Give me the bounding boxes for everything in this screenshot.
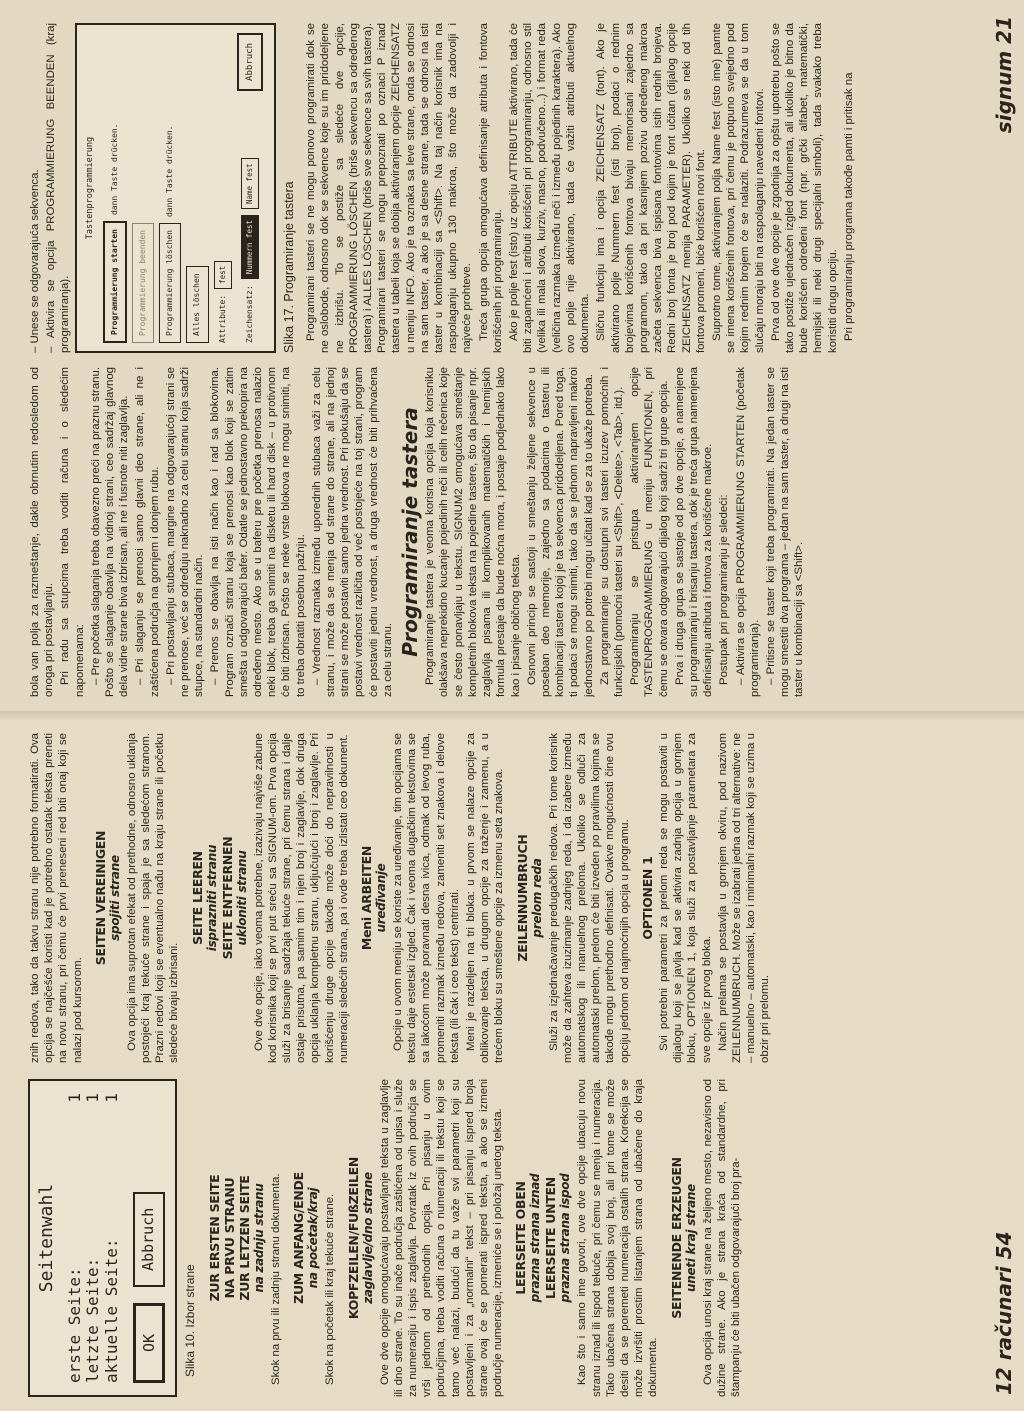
paragraph: – Aktivira se opcija PROGRAMMIERUNG STARTEN (početak programiranja).: [734, 367, 761, 697]
section-heading: [291, 1079, 321, 1397]
heading-line: ZUM ANFANG/ENDE: [291, 1172, 307, 1304]
heading-line: uređivanje: [374, 863, 389, 933]
cancel-button[interactable]: Abbruch: [237, 33, 263, 91]
heading-line: prelom reda: [529, 858, 544, 938]
name-fixed-option[interactable]: Name fest: [241, 158, 259, 209]
attributes-label: Attribute:: [217, 294, 227, 343]
row-value[interactable]: 1: [65, 1093, 85, 1103]
delete-programming-button[interactable]: Programmierung löschen: [159, 223, 181, 343]
heading-line: Meni ARBEITEN: [359, 845, 375, 951]
paragraph: Ove dve opcije, iako veoma potrebne, izazivaju najviše zabune kod korisnika koji se prvi put sreću sa SIGNUM-om. Prva opcija služi za brisanje sadržaja tekuće strane, pri čemu strana i dalje ostaje prisutna, pa samim tim i njen broj i zaglavlje, dok druga opcija uklanja kompletnu stranu, uključujući i broj i zaglavlje. Pri korišćenju druge opcije takođe može doći do nepravilnosti u numeraciji sledećih strana, pa i ovde treba izlistati ceo dokument.: [252, 733, 350, 1063]
paragraph: – Pre početka slaganja treba obavezno preći na praznu stranu. Pošto se slaganje obavlja na vidnoj strani, ceo sadržaj glavnog dela vidne strane biva izbrisan, ali ne i fusnote niti zaglavlja.: [89, 367, 131, 697]
figure-caption: Slika 10. Izbor strane: [183, 1264, 198, 1377]
heading-line: uneti kraj strane: [683, 1184, 698, 1293]
dialog-row: [159, 33, 181, 343]
heading-line: prazna strana iznad: [528, 1173, 543, 1303]
ok-button[interactable]: OK: [133, 1303, 165, 1383]
paragraph: znih redova, tako da takvu stranu nije potrebno formatirati. Ova opcija se najčešće koristi kad je potrebno ostatak teksta preneti na novu stranu, pri čemu će prvi preneseni red biti onaj koji se nalazi pod kursorom.: [29, 733, 84, 1063]
heading-line: zaglavlje/dno strane: [360, 1172, 375, 1304]
left-col-1: [28, 1079, 988, 1397]
section-heading: [346, 1079, 376, 1397]
paragraph: Svi potrebni parametri za prelom reda se mogu postaviti u dijalogu koji se javlja kad se aktivira zadnja opcija u gornjem bloku, OPTIONEN 1, koja služi za postavljanje parametara za sve opcije iz prvog bloka.: [657, 733, 713, 1063]
paragraph: Sličnu funkciju ima i opcija ZEICHENSATZ (font). Ako je aktivirano polje Nummern fest (isti broj), podaci o rednim brojevima korišćenih fontova bivaju memorisani zajedno sa programom, tako da pri kasnijem pozivu određenog makroa začeta sekvenca biva ispisana fontovima istih rednih brojeva. Redni broj fonta je broj pod kojim je font učitan (dijalog opcije ZEICHENSATZ menija PARAMETER). Ukoliko se neki od tih fontova promeni, biće korišćen novi font.: [595, 23, 707, 353]
heading-line: SEITE ENTFERNEN: [219, 836, 235, 960]
dialog-title: Seitenwahl: [36, 1183, 57, 1293]
heading-line: KOPFZEILEN/FUßZEILEN: [345, 1156, 361, 1320]
paragraph: – Vrednost razmaka između uporednih stubaca važi za celu stranu, i može da se menja od strane do strane, ali na jednoj strani se može postaviti samo jedna vrednost. Pri pokušaju da se postavi vrednost različita od već postojeće na toj strani, program će postaviti jednu vrednost, a druga vrednost će biti prihvaćena za celu stranu.: [310, 367, 394, 697]
paragraph: – Pri postavljanju stubaca, margine na odgovarajućoj strani se ne prenose, već se određuju naknadno za celu stranu koja sadrži stupce, na standardni način.: [164, 367, 206, 697]
paragraph: Programiranje tastera je veoma korisna opcija koja korisniku olakšava neprekidno kucanje pojedinih reči ili celih rečenica koje se često ponavljaju u tekstu. SIGNUM2 omogućava smeštanje kompletnih blokova teksta na pojedine tastere, što da pisanje npr. zaglavlja pisama ili komplikovanih matematičkih i hemijskih formula prestaje da bude noćna mora, i postaje podjednako lako kao i pisanje običnog teksta.: [424, 367, 522, 697]
left-page: [0, 711, 1024, 1411]
dialog-row: [103, 33, 127, 343]
heading-line: ZEILENNUMBRUCH: [514, 834, 530, 962]
row-label: erste Seite:: [65, 1267, 85, 1383]
paragraph: Skok na početak ili kraj tekuće strane.: [324, 1193, 337, 1385]
paragraph: – Pritisne se taster koji treba programirati. Na jedan taster se mogu smestiti dva programa – jedan na sam taster, a drugi na isti taster u kombinaciji sa <Shift>.: [764, 367, 806, 697]
left-col-2: [28, 733, 988, 1063]
paragraph: Osnovni princip se sastoji u smeštanju željene sekvence u poseban deo memorije, zajedno sa podacima o tasteru ili kombinaciji tastera kojoj je ta sekvenca pridodeljena. Pored toga, ti podaci se mogu snimiti, tako da se jednom napravljeni makroi jednostavno po potrebi mogu učitati kad se za to ukaže potreba.: [525, 367, 595, 697]
font-label: Zeichensatz:: [244, 285, 254, 343]
heading-line: OPTIONEN 1: [639, 856, 655, 940]
section-heading-large: Programiranje tastera: [398, 407, 423, 657]
start-programming-button[interactable]: Programmierung starten: [103, 221, 127, 343]
paragraph: Postupak pri programiranju je sledeći:: [718, 494, 731, 685]
heading-line: SEITENENDE ERZEUGEN: [668, 1157, 684, 1319]
paragraph: Služi za izjednačavanje predugačkih redova. Pri tome korisnik može da zahteva izuzimanje zadnjeg reda, i da izabere između automatskog ili manuelnog preloma. Ukoliko se odluči za automatski prelom, prelom će biti izveden po pravilima kojima se takođe mogu prethodno definisati. Ovakve mogućnosti čine ovu opciju jednom od najmoćnijih opcija u programu.: [547, 733, 631, 1063]
paragraph: Pri programiranju programa takođe pamti i pritisak na: [842, 72, 855, 341]
seitenwahl-dialog: [28, 1079, 177, 1397]
numbers-fixed-option[interactable]: Nummern fest: [241, 215, 259, 279]
paragraph: Ova opcija unosi kraj strane na željeno mesto, nezavisno od dužine strane. Ako je strana kraća od standardne, pri štampanju će biti ubačen odgovarajući broj pra-: [701, 1079, 743, 1397]
dialog-row: [214, 33, 232, 343]
paragraph: Programiranju se pristupa aktiviranjem opcije TASTENPROGRAMMIERUNG u meniju FUNKTIONEN, pri čemu se otvara odgovarajući dijalog koji sadrži tri grupe opcija.: [629, 367, 670, 697]
heading-line: LEERSEITE UNTEN: [543, 1177, 559, 1299]
right-col-2: [28, 23, 988, 353]
heading-line: ukloniti stranu: [234, 850, 249, 946]
heading-line: SEITE LEEREN: [189, 851, 205, 945]
hint-label: dann Taste drücken.: [165, 125, 175, 218]
paragraph: Kao što i samo ime govori, ove dve opcije ubacuju novu stranu iznad ili ispod tekuće, pri čemu se menja i numeracija. Tako ubačena strana dobija svoj broj, ali pri tome se može desiti da se poremeti numeracija ostalih strana. Korekcija se može izvršiti prostim listanjem strana od ubačene do kraja dokumenta.: [576, 1079, 660, 1397]
paragraph: – Pri slaganju se prenosi samo glavni deo strane, ali ne i zaštićena područja na gornjem i donjem rubu.: [134, 367, 161, 697]
dialog-row-last: [83, 1093, 103, 1383]
delete-all-button[interactable]: Alles löschen: [186, 266, 208, 343]
heading-line: ZUR ERSTEN SEITE: [207, 1174, 223, 1302]
paragraph: Prva i druga grupa se sastoje od po dve opcije, a namenjene su programiranju i brisanju tastera, dok je treća grupa namenjena definisanju atributa i fontova za korišćene makroe.: [673, 367, 715, 697]
page-footer-right: signum 21: [992, 16, 1016, 134]
section-heading: [515, 733, 545, 1063]
row-value[interactable]: 1: [83, 1093, 103, 1103]
section-heading: [359, 733, 389, 1063]
heading-line: isprazniti stranu: [204, 844, 219, 952]
section-heading: [513, 1079, 573, 1397]
paragraph: bola van polja za razmeštanje, dakle obrnutim redosledom od onoga pri postavljanju.: [29, 367, 56, 697]
heading-line: prazna strana ispod: [558, 1173, 573, 1303]
paragraph: Meni je razdeljen na tri bloka: u prvom se nalaze opcije za oblikovanje teksta, u drugom opcije za traženje i zamenu, a u trećem bloku su smeštene opcije za izmenu seta znakova.: [465, 733, 506, 1063]
paragraph: Skok na prvu ili zadnju stranu dokumenta.: [270, 1173, 283, 1385]
heading-line: LEERSEITE OBEN: [513, 1181, 529, 1295]
paragraph: Pri radu sa stupcima treba voditi računa i o sledećim napomenama:: [59, 367, 86, 697]
hint-label: dann Taste drücken.: [109, 123, 119, 216]
paragraph: – Aktivira se opcija PROGRAMMIERUNG BEENDEN (kraj programiranja).: [45, 23, 72, 353]
paragraph: Programirani tasteri se ne mogu ponovo programirati dok se ne oslobode, odnosno dok se sekvence koje su im pridodeljene ne izbrišu. To se postiže sa sledeće dve opcije, PROGRAMMIERUNG LÖSCHEN (briše sekvencu sa određenog tastera) i ALLES LÖSCHEN (briše sve sekvence sa svih tastera). Programirani tasteri se mogu prepoznati po oznaci P iznad tastera u tabeli koja se dobija aktiviranjem opcije ZEICHENSATZ u meniju INFO. Ako je ta oznaka sa leve strane, onda se odnosi na sam taster, a ako je sa desne strane, tada se odnosi na isti taster u kombinaciji sa <Shift>. Na taj način korisnik ima na raspolaganju ukupno 130 makroa, što može da zadovolji i najveće prohteve.: [305, 23, 474, 353]
paragraph: Treća grupa opcija omogućava definisanje atributa i fontova korišćenih pri programiranju.: [477, 23, 504, 353]
tastenprogrammierung-dialog: [75, 23, 276, 353]
section-heading: [207, 1079, 267, 1397]
row-value[interactable]: 1: [101, 1093, 121, 1103]
paragraph: – Unese se odgovarajuća sekvenca.: [29, 169, 41, 353]
row-label: letzte Seite:: [83, 1257, 103, 1383]
cancel-button[interactable]: Abbruch: [133, 1192, 165, 1287]
dialog-row: [132, 33, 154, 343]
heading-line: spojiti strane: [107, 855, 122, 941]
dialog-row-current: [101, 1093, 121, 1383]
paragraph: Opcije u ovom meniju se koriste za uređivanje, tim opcijama se tekstu daje estetski izgled. Čak i veoma dugačkim tekstovima se sa lakoćom može poravnati desna ivica, odmak od levog ruba, promeniti razmak između redova, zameniti set znakova i delove teksta (ili čak i ceo tekst) centrirati.: [392, 733, 461, 1063]
paragraph: – Prenos se obavlja na isti način kao i rad sa blokovima. Program označi stranu koja se prenosi kao blok koji se zatim smešta u odgovarajući bafer. Odatle se jednostavno prekopira na određeno mesto. Ako se u baferu pre početka prenosa nalazio neki blok, treba ga snimiti na disketu ili hard disk – u protivnom će biti izbrisan. Pošto se neke vrste blokova ne mogu snimiti, na to treba obratiti posebnu pažnju.: [209, 367, 307, 697]
section-heading: [669, 1079, 699, 1397]
heading-line: na početak/kraj: [306, 1187, 321, 1289]
paragraph: Suprotno tome, aktiviranjem polja Name fest (isto ime) pamte se imena korišćenih fontova, pri čemu je potpuno svejedno pod kojim rednim brojem će se nalaziti. Podrazumeva se da u tom slučaju moraju biti na raspolaganju navedeni fontovi.: [710, 23, 766, 353]
section-heading: [640, 733, 655, 1063]
heading-line: ZUR LETZEN SEITE: [237, 1175, 253, 1301]
paragraph: Način prelama se postavlja u gornjem okviru, pod nazivom ZEILENNUMBRUCH. Može se izabrati jedna od tri alternative: ne – manuelno – automatski, kao i minimalni razmak koji se uzima u obzir pri prelomu.: [716, 733, 772, 1063]
section-heading: [93, 733, 123, 1063]
figure-caption: Slika 17. Programiranje tastera: [282, 181, 297, 353]
paragraph: Prva od ove dve opcije je zgodnija za opštu upotrebu pošto se tako postiže ujednačen izgled dokumenta, ali ukoliko je bitno da bude korišćen određeni font (npr. grčki alfabet, matematički, hemijski ili neki drugi specijalni simboli), tada svakako treba koristiti drugu opciju.: [769, 23, 839, 353]
page-footer-left: 12 računari 54: [992, 1231, 1016, 1395]
paragraph: Ove dve opcije omogućavaju postavljanje teksta u zaglavlje ili dno strane. To su inače područja zaštićena od upisa i služe za numeraciju i ispis zaglavlja. Povratak iz ovih područja se vrši jednom od prethodnih opcija. Pri pisanju u ovim područjima, treba voditi računa o numeraciji ili tekstu koji se tamo već nalazi, budući da tu važe svi parametri koji su postavljeni i za „normalni“ tekst – pri pisanju ispred broja strane ovaj će se pomerati ispred teksta, a ako se izmeni područje numeracije, izmeniće se i položaj unetog teksta.: [378, 1079, 505, 1397]
paragraph: Za programiranje su dostupni svi tasteri izuzev pomoćnih i funkcijskih (pomoćni tasteri su <Shift>, <Delete>, <Tab>, itd.).: [598, 367, 625, 697]
dialog-row: [186, 33, 208, 343]
heading-line: NA PRVU STRANU: [222, 1177, 238, 1299]
paragraph: Ova opcija ima suprotan efekat od prethodne, odnosno uklanja postojeći kraj tekuće strane i spaja je sa sledećom stranom. Prazni redovi koji se eventualno nađu na kraju strane ili početku sledeće bivaju izbrisani.: [125, 733, 181, 1063]
dialog-title: Tastenprogrammierung: [84, 136, 95, 240]
attributes-fixed-option[interactable]: fest: [214, 261, 232, 289]
dialog-row-first: [65, 1093, 85, 1383]
dialog-buttons: [133, 1093, 165, 1383]
section-heading: [190, 733, 250, 1063]
heading-line: na zadnju stranu: [252, 1183, 267, 1293]
end-programming-button[interactable]: Programmierung beenden: [132, 223, 154, 343]
row-label: aktuelle Seite:: [101, 1238, 121, 1383]
heading-line: SEITEN VEREINIGEN: [92, 830, 108, 966]
right-col-1: [28, 367, 988, 697]
dialog-row: [237, 33, 263, 343]
paragraph: Ako je polje fest (isto) uz opciju ATTRIBUTE aktivirano, tada će biti zapamćeni i atributi korišćeni pri programiranju, odnosno stil (velika ili mala slova, kurziv, masno, podvučeno...) i format reda (veličina razmaka između reči i između pojedinih karaktera). Ako ovo polje nije aktivirano, tada će važiti atributi aktuelnog dokumenta.: [508, 23, 592, 353]
